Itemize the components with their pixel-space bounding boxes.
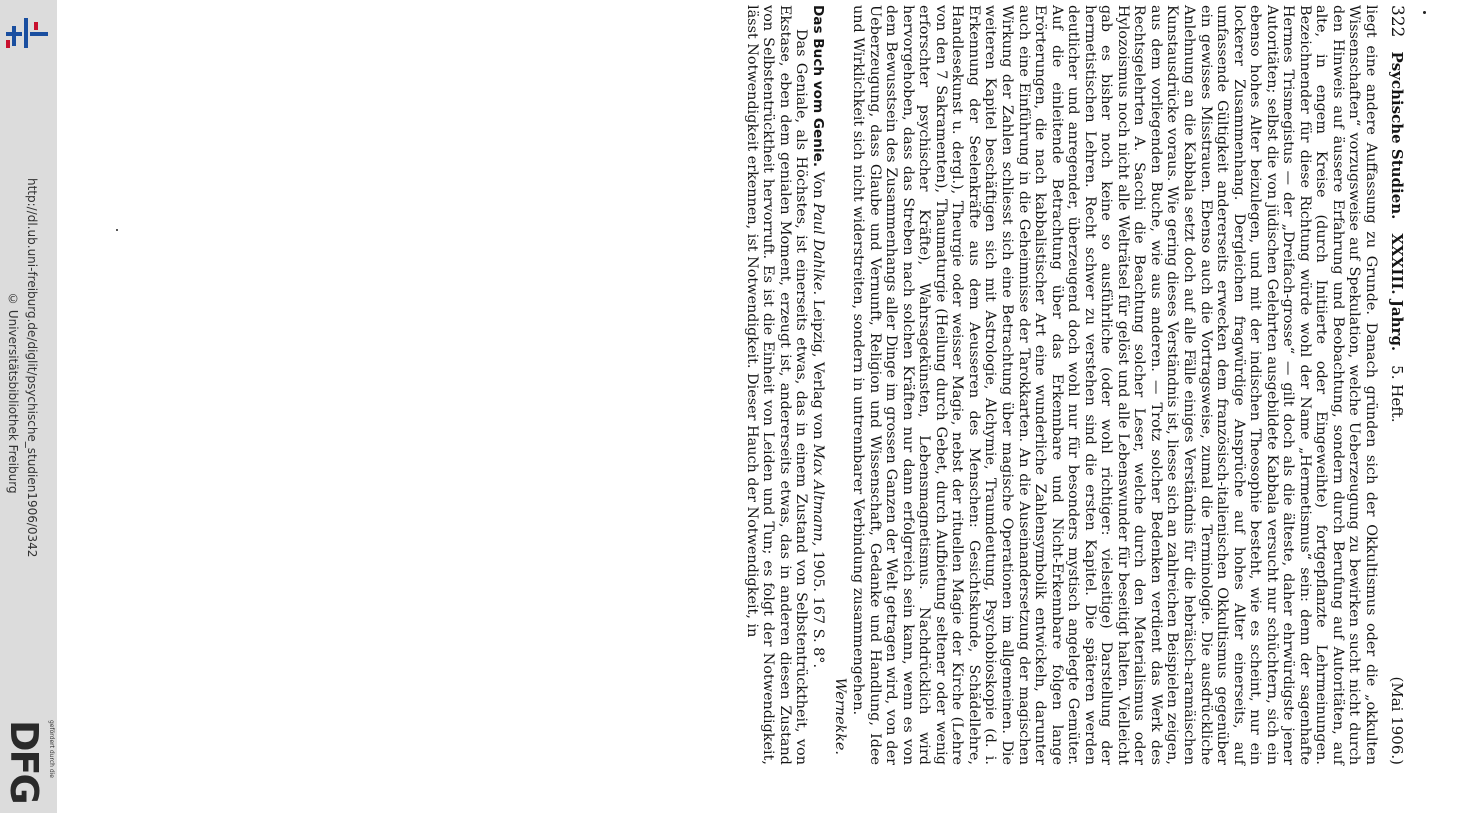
issue-date: (Mai 1906.) [1388, 676, 1406, 765]
review-heading [809, 5, 826, 765]
page-number: 322 [1387, 5, 1407, 38]
issue-label: 5. Heft. [1388, 365, 1406, 423]
running-head [1379, 5, 1405, 765]
viewer-sidebar [0, 0, 57, 813]
book-publisher: Max Altmann, [809, 444, 826, 547]
university-library-logo-icon [4, 12, 50, 54]
journal-title: Psychische Studien. [1388, 51, 1406, 220]
scan-speck [1423, 11, 1426, 14]
book-details: 1905. 167 S. 8°. [809, 550, 826, 669]
book-place: Leipzig, Verlag von [809, 299, 826, 440]
scanned-page [195, 5, 1405, 765]
review-by: Von [809, 171, 826, 199]
book-title: Das Buch vom Genie. [809, 5, 826, 167]
review-signature: Wernekke. [832, 677, 849, 755]
volume-label: XXXIII. Jahrg. [1388, 233, 1406, 352]
scan-speck [116, 229, 118, 231]
book-author: Paul Dahlke. [809, 203, 826, 296]
source-url[interactable]: http://dl.ub.uni-freiburg.de/diglit/psychische_studien1906/0342 [25, 178, 39, 558]
body-paragraph: liegt eine andere Auffassung zu Grunde. Danach gründen sich der Okkultismus oder die „okkulten Wissenschaften“ vorzugsweise auf Spekulation, welche Ueberzeugung zu bewirken sucht nicht durch den Hinweis auf äussere Erfahrung und Beobachtung, sondern durch Berufung auf Autoritäten, auf alte, in engem Kreise (durch Initiierte oder Eingeweihte) fortgepflanzte Lehrmeinungen. Bezeichnender für diese Richtung würde wohl der Name „Hermetismus“ sein: denn der sagenhafte Hermes Trismegistus — der „Dreifach-grosse“ — gilt doch als die älteste, daher ehrwürdigste jener Autoritäten; selbst die von jüdischen Gelehrten ausgebildete Kabbala versucht nur schüchtern, sich ein ebenso hohes Alter beizulegen, und mit der indischen Theosophie besteht, wie es scheint, nur ein lockerer Zusammenhang. Dergleichen fragwürdige Ansprüche auf hohes Alter einerseits, auf umfassende Gültigkeit andererseits erwecken dem französisch-italienischen Okkultismus gegenüber ein gewisses Misstrauen. Ebenso auch die Vortragsweise, zumal die Terminologie. Die ausdrückliche Anlehnung an die Kabbala setzt doch auf alle Fälle einiges Verständnis für die hebräisch-aramäischen Kunstausdrücke voraus. Wie gering dieses Verständnis ist, liesse sich an zahlreichen Beispielen zeigen, aus dem vorliegenden Buche, wie aus anderen. — Trotz solcher Bedenken verdient das Werk des Rechtsgelehrten A. Sacchi die Beachtung solcher Leser, welche durch den Materialismus oder Hylozoismus noch nicht alle Welträtsel für gelöst und alle Lebenswunder für beseitigt halten. Vielleicht gab es bisher noch keine so ausführliche (oder wohl richtiger: vielseitige) Darstellung der hermetistischen Lehren. Recht schwer zu verstehen sind die ersten Kapitel. Die späteren werden deutlicher und anregender, überzeugend doch wohl nur für besonders mystisch angelegte Gemüter. Auf die einleitende Betrachtung über das Erkennbare und Nicht-Erkennbare folgen lange Erörterungen, die nach kabbalistischer Art eine wunderliche Zahlensymbolik entwickeln, darunter auch eine Einführung in die Geheimnisse der Tarokkarten. An die Auseinandersetzung der magischen Wirkung der Zahlen schliesst sich eine Betrachtung über magische Operationen im allgemeinen. Die weiteren Kapitel beschäftigen sich mit Astrologie, Alchymie, Traumdeutung, Psychobioskopie (d. i. Erkennung der Seelenkräfte aus dem Aeusseren des Menschen: Gesichtskunde, Schädellehre, Handlesekunst u. dergl.), Theurgie oder weisser Magie, nebst der rituellen Magie der Kirche (Lehre von den 7 Sakramenten), Thaumaturgie (Heilung durch Gebet, durch Aufbietung seltener oder wenig erforschter psychischer Kräfte), Wahrsagekünsten, Lebensmagnetismus. Nachdrücklich wird hervorgehoben, dass das Streben nach solchen Kräften nur dann erfolgreich sein kann, wenn es von dem Bewusstsein des Zusammenhangs aller Dinge im grossen Ganzen der Welt getragen wird, von der Ueberzeugung, dass Glaube und Vernunft, Religion und Wissenschaft, Gedanke und Handlung, Idee und Wirklichkeit sich nicht widerstreiten, sondern in untrennbarer Verbindung zusammengehen. [850, 5, 1379, 765]
body-paragraph: Das Geniale, als Höchstes, ist einerseits etwas, das in einem Zustand von Selbstentrücktheit, von Ekstase, eben dem genialen Moment, erzeugt ist, andererseits etwas, das in anderen diesen Zustand von Selbstentrücktheit hervorruft. Es ist die Einheit von Leiden und Tun; es folgt der Notwendigkeit, lässt Notwendigkeit erkennen, ist Notwendigkeit. Dieser Hauch der Notwendigkeit, in [743, 5, 810, 765]
dfg-funding-note: gefördert durch die [48, 720, 55, 778]
copyright-notice: © Universitätsbibliothek Freiburg [6, 292, 20, 494]
dfg-logo: DFG [2, 719, 46, 803]
scanned-page-viewport [195, 5, 1405, 805]
